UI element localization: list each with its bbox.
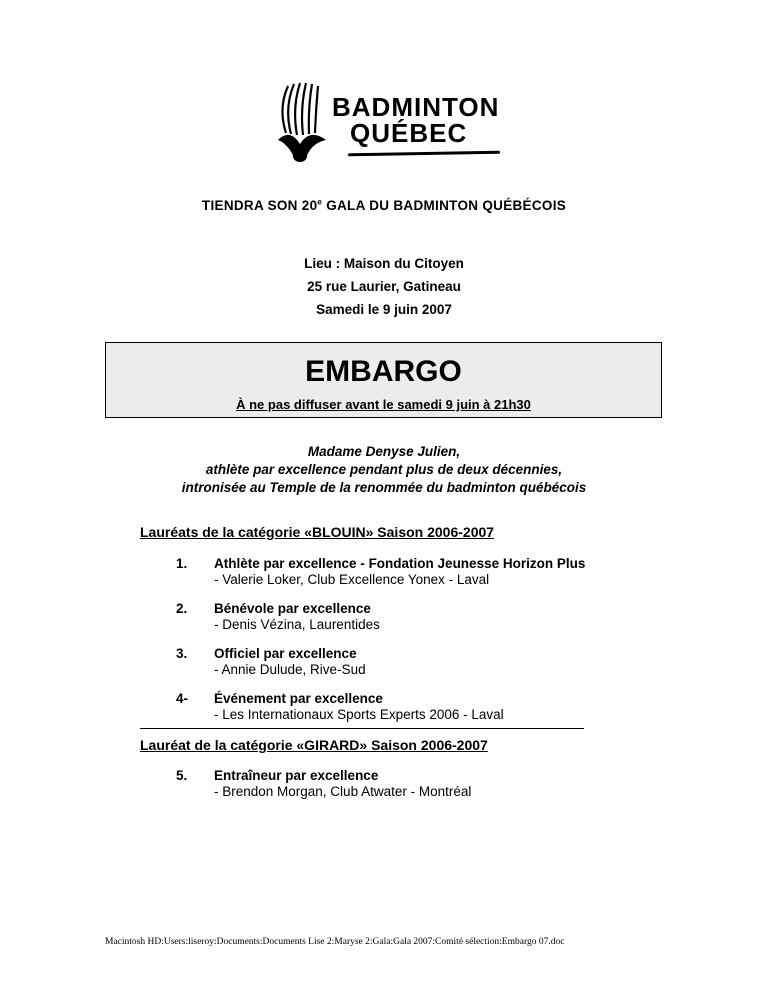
- badminton-quebec-logo: [270, 78, 502, 168]
- award-title: Bénévole par excellence: [214, 601, 371, 616]
- venue-date: Samedi le 9 juin 2007: [316, 302, 452, 317]
- award-number: 2.: [176, 601, 188, 616]
- section-divider: [140, 728, 584, 729]
- award-recipient: - Denis Vézina, Laurentides: [214, 617, 380, 632]
- award-number: 1.: [176, 556, 188, 571]
- honoree-announcement: [0, 443, 768, 497]
- award-title: Événement par excellence: [214, 691, 383, 706]
- shuttlecock-fleur-de-lis-icon: [270, 78, 340, 168]
- honoree-name: Madame Denyse Julien,: [307, 444, 461, 459]
- award-recipient: - Brendon Morgan, Club Atwater - Montréal: [214, 784, 472, 799]
- award-number: 4-: [176, 691, 189, 706]
- section-heading-blouin: Lauréats de la catégorie «BLOUIN» Saison 2006-2007: [140, 524, 495, 540]
- document-file-path: Macintosh HD:Users:liseroy:Documents:Documents Lise 2:Maryse 2:Gala:Gala 2007:Comité sélection:Embargo 07.doc: [105, 937, 565, 947]
- venue-block: [0, 252, 768, 321]
- event-tagline: [0, 198, 768, 213]
- tagline-superscript: e: [317, 197, 323, 207]
- section-heading-girard: Lauréat de la catégorie «GIRARD» Saison 2006-2007: [140, 737, 488, 753]
- award-recipient: - Annie Dulude, Rive-Sud: [214, 662, 366, 677]
- embargo-box: [105, 342, 662, 418]
- logo-swoosh: [348, 151, 500, 157]
- award-title: Officiel par excellence: [214, 646, 357, 661]
- tagline-before: TIENDRA SON 20: [201, 198, 318, 213]
- award-recipient: - Les Internationaux Sports Experts 2006 - Laval: [214, 707, 504, 722]
- honoree-line-2: athlète par excellence pendant plus de deux décennies,: [205, 462, 563, 477]
- award-title: Entraîneur par excellence: [214, 768, 379, 783]
- award-number: 3.: [176, 646, 188, 661]
- award-recipient: - Valerie Loker, Club Excellence Yonex - Laval: [214, 572, 490, 587]
- venue-location: Lieu : Maison du Citoyen: [304, 256, 464, 271]
- embargo-subtitle: À ne pas diffuser avant le samedi 9 juin à 21h30: [236, 397, 531, 412]
- honoree-line-3: intronisée au Temple de la renommée du badminton québécois: [181, 480, 587, 495]
- award-title: Athlète par excellence - Fondation Jeunesse Horizon Plus: [214, 556, 586, 571]
- tagline-after: GALA DU BADMINTON QUÉBÉCOIS: [322, 198, 567, 213]
- logo-word-badminton: BADMINTON: [332, 92, 500, 122]
- award-number: 5.: [176, 768, 188, 783]
- venue-address: 25 rue Laurier, Gatineau: [307, 279, 461, 294]
- logo-word-quebec: QUÉBEC: [350, 118, 468, 148]
- embargo-title: EMBARGO: [305, 355, 462, 388]
